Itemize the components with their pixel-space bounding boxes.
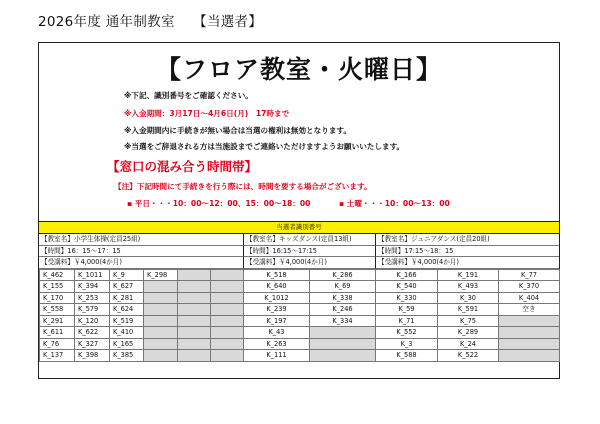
- id-cell: [211, 304, 244, 316]
- id-cell: [499, 315, 560, 327]
- class-time: 【時間】17:15～18：15: [375, 246, 559, 258]
- id-cell: K_370: [499, 281, 560, 293]
- id-cell: K_166: [376, 269, 438, 281]
- id-cell: K_1011: [75, 269, 110, 281]
- class-section-kids-dance: [243, 234, 375, 380]
- table-row: [40, 281, 244, 293]
- id-cell: [144, 315, 178, 327]
- id-cell: K_591: [438, 304, 499, 316]
- id-cell: K_338: [310, 292, 376, 304]
- id-cell: K_155: [40, 281, 75, 293]
- class-name: 【教室名】小学生体操(定員25組): [39, 234, 243, 246]
- id-cell: K_462: [40, 269, 75, 281]
- document-title: 2026年度 通年制教室 【当選者】: [38, 14, 263, 30]
- id-cell: [178, 338, 211, 350]
- table-row: [40, 338, 244, 350]
- table-row: [376, 338, 560, 350]
- id-cell: K_627: [110, 281, 144, 293]
- id-cell: [178, 327, 211, 339]
- id-cell: [211, 315, 244, 327]
- id-cell: K_579: [75, 304, 110, 316]
- class-name: 【教室名】キッズダンス(定員13組): [243, 234, 375, 246]
- id-cell: K_30: [438, 292, 499, 304]
- id-cell: [211, 269, 244, 281]
- id-cell: K_404: [499, 292, 560, 304]
- notice-invalid-if-unpaid: ※入金期間内に手続きが無い場合は当選の権利は無効となります。: [124, 126, 351, 135]
- notice-decline-contact: ※当選をご辞退される方は当施設までご連絡いただけますようお願いいたします。: [124, 142, 405, 151]
- id-cell: K_165: [110, 338, 144, 350]
- id-cell: K_588: [376, 350, 438, 362]
- crowded-hours-note: 【注】下記時間にて手続きを行う際には、時間を要する場合がございます。: [114, 182, 372, 191]
- table-row: [376, 315, 560, 327]
- id-cell: [178, 292, 211, 304]
- table-row: [244, 269, 376, 281]
- id-cell: [499, 327, 560, 339]
- id-cell: [211, 281, 244, 293]
- table-row: [40, 327, 244, 339]
- id-cell: [144, 350, 178, 362]
- notice-payment-period: ※入金期間：3月17日～4月6日(月) 17時まで: [124, 109, 290, 118]
- table-row: [376, 304, 560, 316]
- id-cell: K_289: [438, 327, 499, 339]
- id-cell: K_398: [75, 350, 110, 362]
- table-row: [244, 292, 376, 304]
- id-cell: K_611: [40, 327, 75, 339]
- id-cell: [144, 327, 178, 339]
- id-cell: K_137: [40, 350, 75, 362]
- id-cell: K_385: [110, 350, 144, 362]
- id-cell: K_394: [75, 281, 110, 293]
- id-cell: [310, 338, 376, 350]
- id-cell: K_59: [376, 304, 438, 316]
- id-cell: K_327: [75, 338, 110, 350]
- table-row: [40, 315, 244, 327]
- id-cell: K_622: [75, 327, 110, 339]
- notice-frame: [38, 42, 560, 379]
- id-cell: K_522: [438, 350, 499, 362]
- id-cell: K_624: [110, 304, 144, 316]
- table-row: [244, 281, 376, 293]
- table-row: [376, 350, 560, 362]
- winner-id-table: [375, 269, 560, 362]
- id-cell: K_552: [376, 327, 438, 339]
- id-cell: K_519: [110, 315, 144, 327]
- class-fee: 【受講料】￥4,000(4か月): [39, 257, 243, 269]
- id-cell: K_170: [40, 292, 75, 304]
- saturday-hours: ▪ 土曜・・・10：00～13：00: [339, 199, 450, 208]
- table-row: [376, 269, 560, 281]
- id-cell: [499, 338, 560, 350]
- id-cell: [310, 350, 376, 362]
- id-cell: K_69: [310, 281, 376, 293]
- id-cell: K_640: [244, 281, 310, 293]
- notice-confirm-id: ※下記、識別番号をご確認ください。: [124, 91, 253, 100]
- id-cell: K_493: [438, 281, 499, 293]
- class-section-gymnastics: [39, 234, 243, 380]
- id-cell: K_111: [244, 350, 310, 362]
- id-cell: K_263: [244, 338, 310, 350]
- table-row: [376, 281, 560, 293]
- main-heading: 【フロア教室・火曜日】: [155, 55, 442, 84]
- id-cell: K_24: [438, 338, 499, 350]
- table-row: [244, 338, 376, 350]
- table-row: [244, 350, 376, 362]
- table-row: [376, 292, 560, 304]
- id-cell: [211, 327, 244, 339]
- id-cell: K_43: [244, 327, 310, 339]
- table-row: [244, 327, 376, 339]
- id-cell: K_518: [244, 269, 310, 281]
- crowded-hours-heading: 【窓口の混み合う時間帯】: [107, 159, 258, 174]
- id-cell: [211, 292, 244, 304]
- id-cell: [178, 304, 211, 316]
- id-cell: [178, 350, 211, 362]
- id-cell: K_410: [110, 327, 144, 339]
- id-cell: K_334: [310, 315, 376, 327]
- id-cell: [178, 315, 211, 327]
- id-cell: [144, 338, 178, 350]
- id-cell: [144, 304, 178, 316]
- id-cell: K_3: [376, 338, 438, 350]
- id-cell: K_239: [244, 304, 310, 316]
- id-cell: K_281: [110, 292, 144, 304]
- class-time: 【時間】16:15～17:15: [243, 246, 375, 258]
- id-cell: K_298: [144, 269, 178, 281]
- weekday-hours: ▪ 平日・・・10：00～12：00、15：00～18：00: [127, 199, 311, 208]
- id-cell: K_1012: [244, 292, 310, 304]
- id-cell: [499, 350, 560, 362]
- class-fee: 【受講料】￥4,000(4か月): [375, 257, 559, 269]
- ids-header-bar: 当選者識別番号: [39, 221, 559, 234]
- id-cell: K_77: [499, 269, 560, 281]
- id-cell: 空き: [499, 304, 560, 316]
- id-cell: K_330: [376, 292, 438, 304]
- winner-id-table: [243, 269, 376, 362]
- class-time: 【時間】16：15～17：15: [39, 246, 243, 258]
- id-cell: K_76: [40, 338, 75, 350]
- id-cell: K_291: [40, 315, 75, 327]
- id-cell: K_9: [110, 269, 144, 281]
- table-row: [40, 292, 244, 304]
- id-cell: K_286: [310, 269, 376, 281]
- id-cell: [144, 281, 178, 293]
- table-row: [40, 269, 244, 281]
- id-cell: K_191: [438, 269, 499, 281]
- id-cell: K_75: [438, 315, 499, 327]
- id-cell: [310, 327, 376, 339]
- id-cell: K_197: [244, 315, 310, 327]
- table-row: [40, 350, 244, 362]
- id-cell: [178, 269, 211, 281]
- id-cell: K_558: [40, 304, 75, 316]
- id-cell: [178, 281, 211, 293]
- id-cell: K_540: [376, 281, 438, 293]
- class-name: 【教室名】ジュニアダンス(定員20組): [375, 234, 559, 246]
- table-row: [40, 304, 244, 316]
- id-cell: K_71: [376, 315, 438, 327]
- winner-id-table: [39, 269, 244, 362]
- table-row: [376, 327, 560, 339]
- id-cell: K_120: [75, 315, 110, 327]
- id-cell: K_246: [310, 304, 376, 316]
- id-cell: [211, 350, 244, 362]
- class-section-junior-dance: [375, 234, 559, 380]
- table-row: [244, 304, 376, 316]
- id-cell: [211, 338, 244, 350]
- table-row: [244, 315, 376, 327]
- id-cell: K_253: [75, 292, 110, 304]
- id-cell: [144, 292, 178, 304]
- class-fee: 【受講料】￥4,000(4か月): [243, 257, 375, 269]
